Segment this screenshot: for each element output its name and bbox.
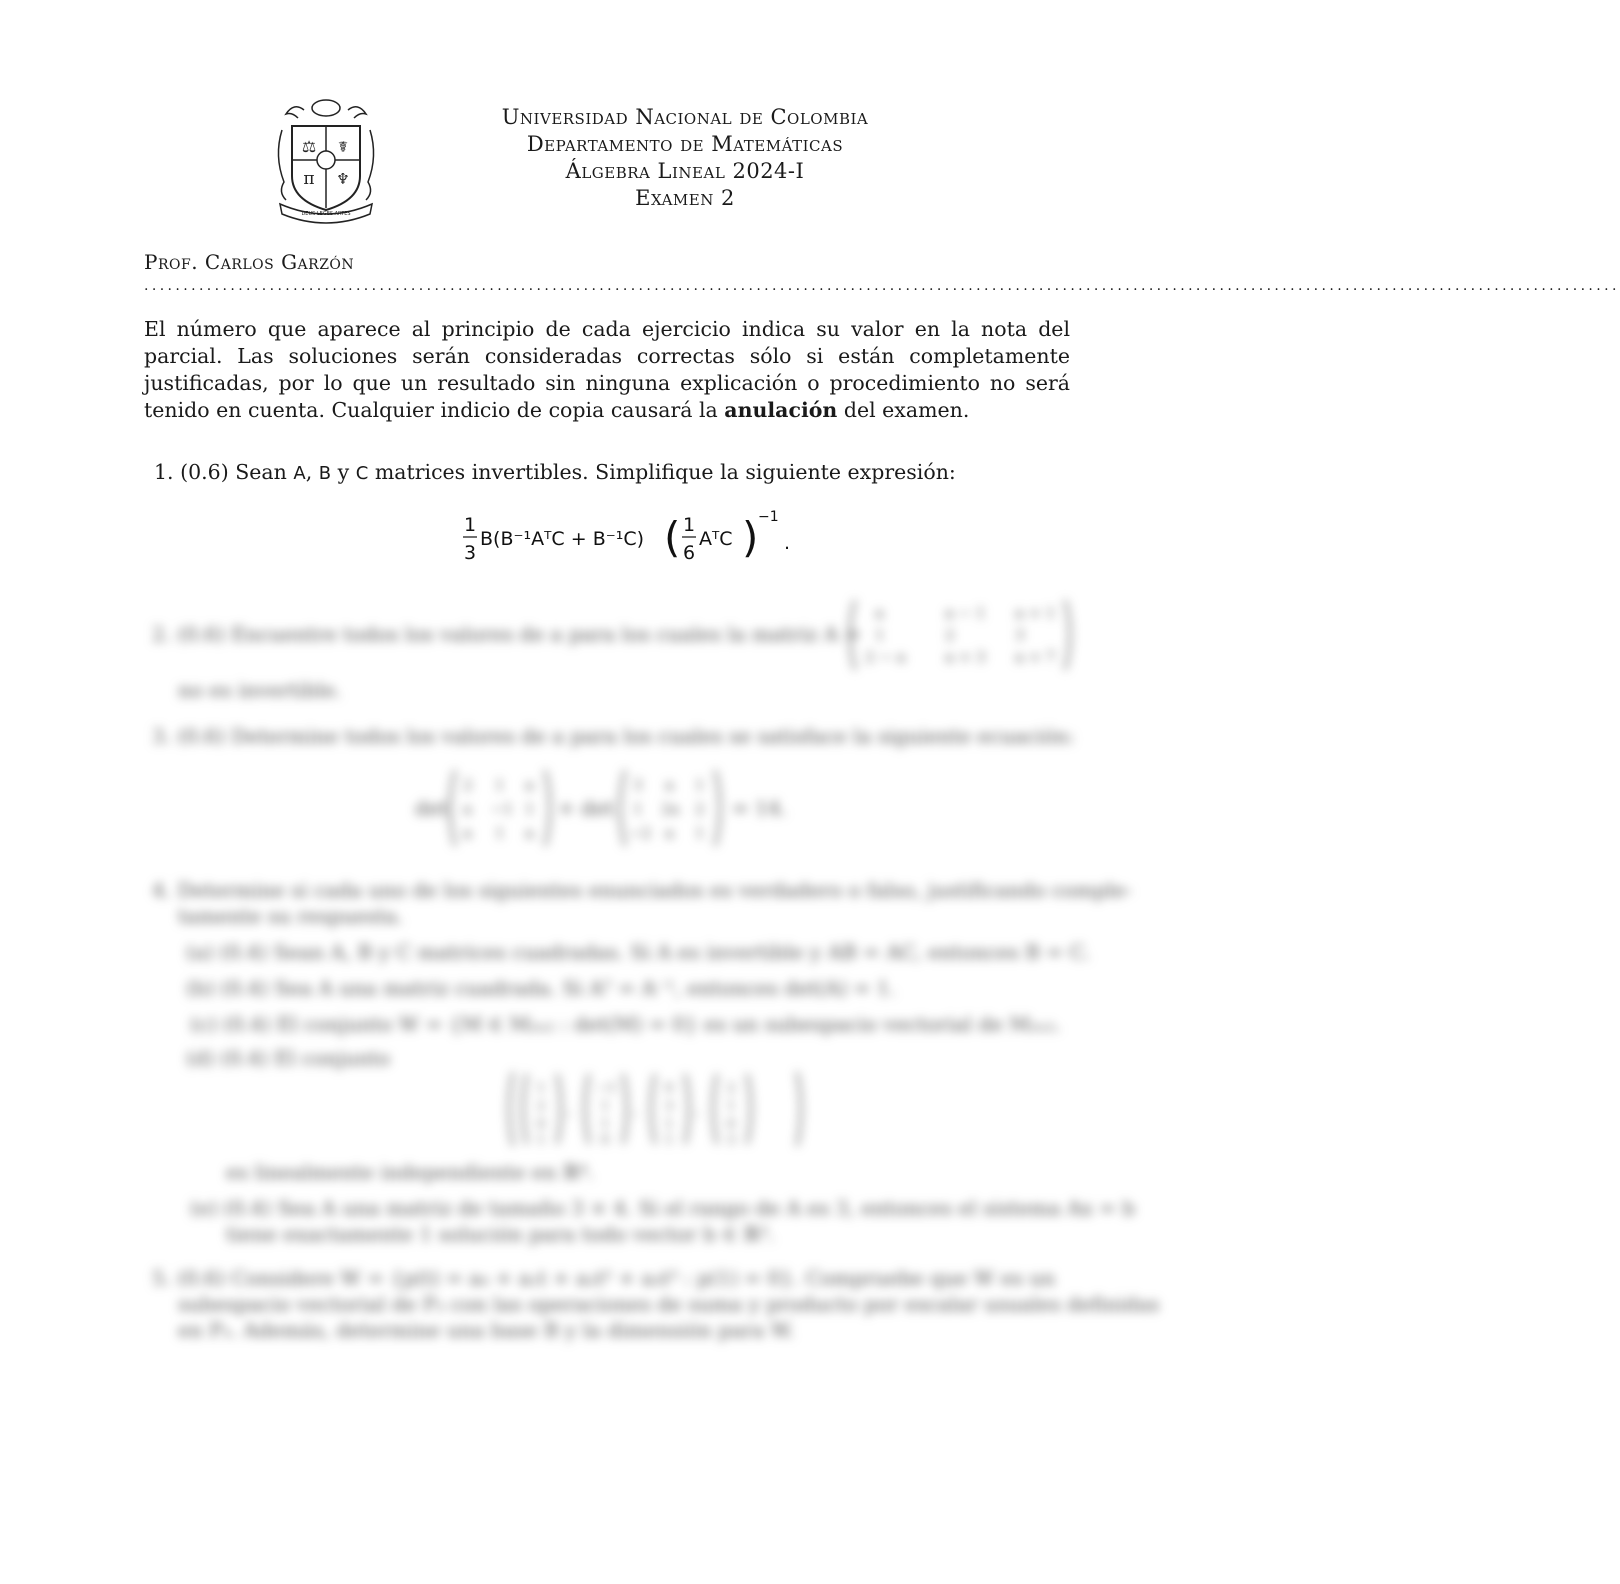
question-3-det-right: = 14. <box>732 796 787 820</box>
svg-text:0: 0 <box>601 1133 610 1148</box>
svg-text:,: , <box>695 1100 700 1118</box>
university-name: Universidad Nacional de Colombia <box>501 105 869 129</box>
svg-text:1: 1 <box>727 1099 736 1114</box>
svg-text:a: a <box>665 824 674 842</box>
svg-text:a: a <box>463 824 472 842</box>
separator: y <box>331 460 356 484</box>
svg-text:2: 2 <box>463 776 473 794</box>
svg-text:1: 1 <box>537 1133 546 1148</box>
svg-text:a − 1: a − 1 <box>945 604 986 622</box>
svg-text:1: 1 <box>695 776 705 794</box>
svg-text:2 − a: 2 − a <box>865 648 906 666</box>
separator: , <box>305 460 319 484</box>
svg-text:☤: ☤ <box>337 138 349 156</box>
svg-text:,: , <box>567 1100 572 1118</box>
question-4-item-d: (d) (0.4) El conjunto <box>186 1046 391 1070</box>
right-paren: ) <box>742 513 759 562</box>
formula-body: B(B⁻¹AᵀC + B⁻¹C) <box>480 528 645 550</box>
matrix-a: A <box>293 463 306 484</box>
svg-text:1: 1 <box>601 1099 610 1114</box>
frac1-numerator: 1 <box>463 514 477 536</box>
formula-inner: AᵀC <box>699 528 733 550</box>
svg-text:2: 2 <box>537 1099 546 1114</box>
frac2-numerator: 1 <box>682 514 696 536</box>
question-4-item-b: (b) (0.4) Sea A una matriz cuadrada. Si Aᵀ = A⁻¹, entonces det(A) = 1. <box>186 976 896 1000</box>
svg-text:π: π <box>303 169 315 189</box>
frac1-denominator: 3 <box>463 542 477 564</box>
svg-text:1: 1 <box>665 1117 674 1132</box>
question-4-item-a: (a) (0.4) Sean A, B y C matrices cuadradas. Si A es invertible y AB = AC, entonces B = C. <box>186 940 1091 964</box>
question-5-line-3: en P₃. Además, determine una base B y la dimensión para W. <box>178 1318 795 1342</box>
svg-text:3: 3 <box>633 776 643 794</box>
svg-text:−2: −2 <box>629 824 652 842</box>
svg-text:2: 2 <box>727 1081 736 1096</box>
matrix-b: B <box>318 463 332 484</box>
question-5-line-2: subespacio vectorial de P₃ con las operaciones de suma y producto por escalar usuales definidas <box>178 1292 1160 1316</box>
professor-name: Prof. Carlos Garzón <box>144 250 355 274</box>
svg-text:−1: −1 <box>597 1081 617 1096</box>
svg-text:a: a <box>875 604 884 622</box>
university-seal-logo <box>274 96 378 224</box>
question-2-line-1: 2. (0.6) Encuentre todos los valores de a para los cuales la matriz A = <box>152 622 862 646</box>
svg-text:a: a <box>525 776 534 794</box>
question-number: 1. <box>154 460 174 484</box>
svg-text:1: 1 <box>875 626 885 644</box>
svg-text:3: 3 <box>727 1133 736 1148</box>
svg-text:−1: −1 <box>491 800 514 818</box>
svg-text:a: a <box>463 800 472 818</box>
question-4-vector-set <box>505 1068 805 1150</box>
formula-exponent: −1 <box>758 509 779 525</box>
svg-text:3: 3 <box>665 1099 674 1114</box>
course-name: Álgebra Lineal 2024-I <box>565 159 805 183</box>
instructions-text-2: del examen. <box>837 398 970 422</box>
dotted-divider: ............................................................................................................................................................................................ <box>144 278 1620 294</box>
svg-text:1: 1 <box>665 1133 674 1148</box>
question-3-matrix-2 <box>615 766 725 850</box>
question-4-item-e-1: (e) (0.4) Sea A una matriz de tamaño 3 × 4. Si el rango de A es 3, entonces el sistema Ax = b <box>190 1196 1136 1220</box>
formula-period: . <box>784 532 791 554</box>
svg-text:2: 2 <box>945 626 955 644</box>
instructions-bold: anulación <box>724 398 838 422</box>
instructions-paragraph <box>144 316 1070 424</box>
svg-text:2: 2 <box>695 800 705 818</box>
svg-text:a + 3: a + 3 <box>945 648 986 666</box>
question-1-formula <box>458 505 798 581</box>
department-name: Departamento de Matemáticas <box>526 132 844 156</box>
svg-text:a: a <box>665 776 674 794</box>
question-4-item-e-2: tiene exactamente 1 solución para todo vector b ∈ ℝ³. <box>226 1222 775 1246</box>
svg-text:1: 1 <box>537 1081 546 1096</box>
svg-text:DEUS LEGES ARTES: DEUS LEGES ARTES <box>301 211 351 217</box>
question-5-line-1: 5. (0.6) Considere W = {p(t) = a₀ + a₁t + a₂t² + a₃t³ : p(1) = 0}. Compruebe que W es un <box>152 1266 1056 1290</box>
svg-text:3: 3 <box>1015 626 1025 644</box>
svg-text:a + 7: a + 7 <box>1015 648 1056 666</box>
question-1 <box>154 460 956 484</box>
exam-header <box>440 104 930 212</box>
svg-text:0: 0 <box>537 1117 546 1132</box>
svg-text:1: 1 <box>633 800 643 818</box>
svg-text:♆: ♆ <box>336 170 350 188</box>
question-2-line-2: no es invertible. <box>178 678 342 702</box>
question-4-item-d-2: es linealmente independiente en ℝ⁴. <box>226 1160 594 1184</box>
svg-text:1: 1 <box>525 800 535 818</box>
blurred-questions <box>140 590 1160 1370</box>
svg-text:0: 0 <box>665 1081 674 1096</box>
svg-text:0: 0 <box>727 1117 736 1132</box>
instructions-text-1: El número que aparece al principio de cada ejercicio indica su valor en la nota del parcial. Las soluciones serán consideradas correctas sólo si están completamente justificadas, por lo que un resultado sin ninguna explicación o procedimiento no será tenido en cuenta. Cualquier indicio de copia causará la <box>144 317 1070 422</box>
svg-text:,: , <box>633 1100 638 1118</box>
question-text: matrices invertibles. Simplifique la siguiente expresión: <box>368 460 956 484</box>
svg-text:1: 1 <box>695 824 705 842</box>
svg-text:2a: 2a <box>661 800 680 818</box>
svg-text:⚖: ⚖ <box>301 137 317 156</box>
question-2-matrix <box>845 596 1075 674</box>
question-3-det-left: det <box>415 796 448 820</box>
question-text: Sean <box>235 460 294 484</box>
question-points: (0.6) <box>180 460 229 484</box>
svg-text:a: a <box>525 824 534 842</box>
svg-text:1: 1 <box>495 776 505 794</box>
svg-text:1: 1 <box>601 1117 610 1132</box>
left-paren: ( <box>664 513 681 562</box>
svg-text:1: 1 <box>495 824 505 842</box>
question-3-det-mid: + det <box>558 796 614 820</box>
question-4-line-2: tamente su respuesta. <box>178 904 404 928</box>
university-seal-icon <box>274 96 378 224</box>
frac2-denominator: 6 <box>682 542 696 564</box>
question-3-line-1: 3. (0.6) Determine todos los valores de a para los cuales se satisface la siguiente ecuación: <box>152 724 1075 748</box>
question-4-line-1: 4. Determine si cada uno de los siguientes enunciados es verdadero o falso, justificando comple- <box>152 878 1132 902</box>
matrix-c: C <box>355 463 369 484</box>
svg-text:a + 1: a + 1 <box>1015 604 1056 622</box>
question-3-matrix-1 <box>445 766 555 850</box>
question-4-item-c: (c) (0.4) El conjunto W = {M ∈ M₂ₓ₂ : det(M) = 0} es un subespacio vectorial de M₂ₓ₂. <box>190 1012 1061 1036</box>
exam-title: Examen 2 <box>635 186 735 210</box>
